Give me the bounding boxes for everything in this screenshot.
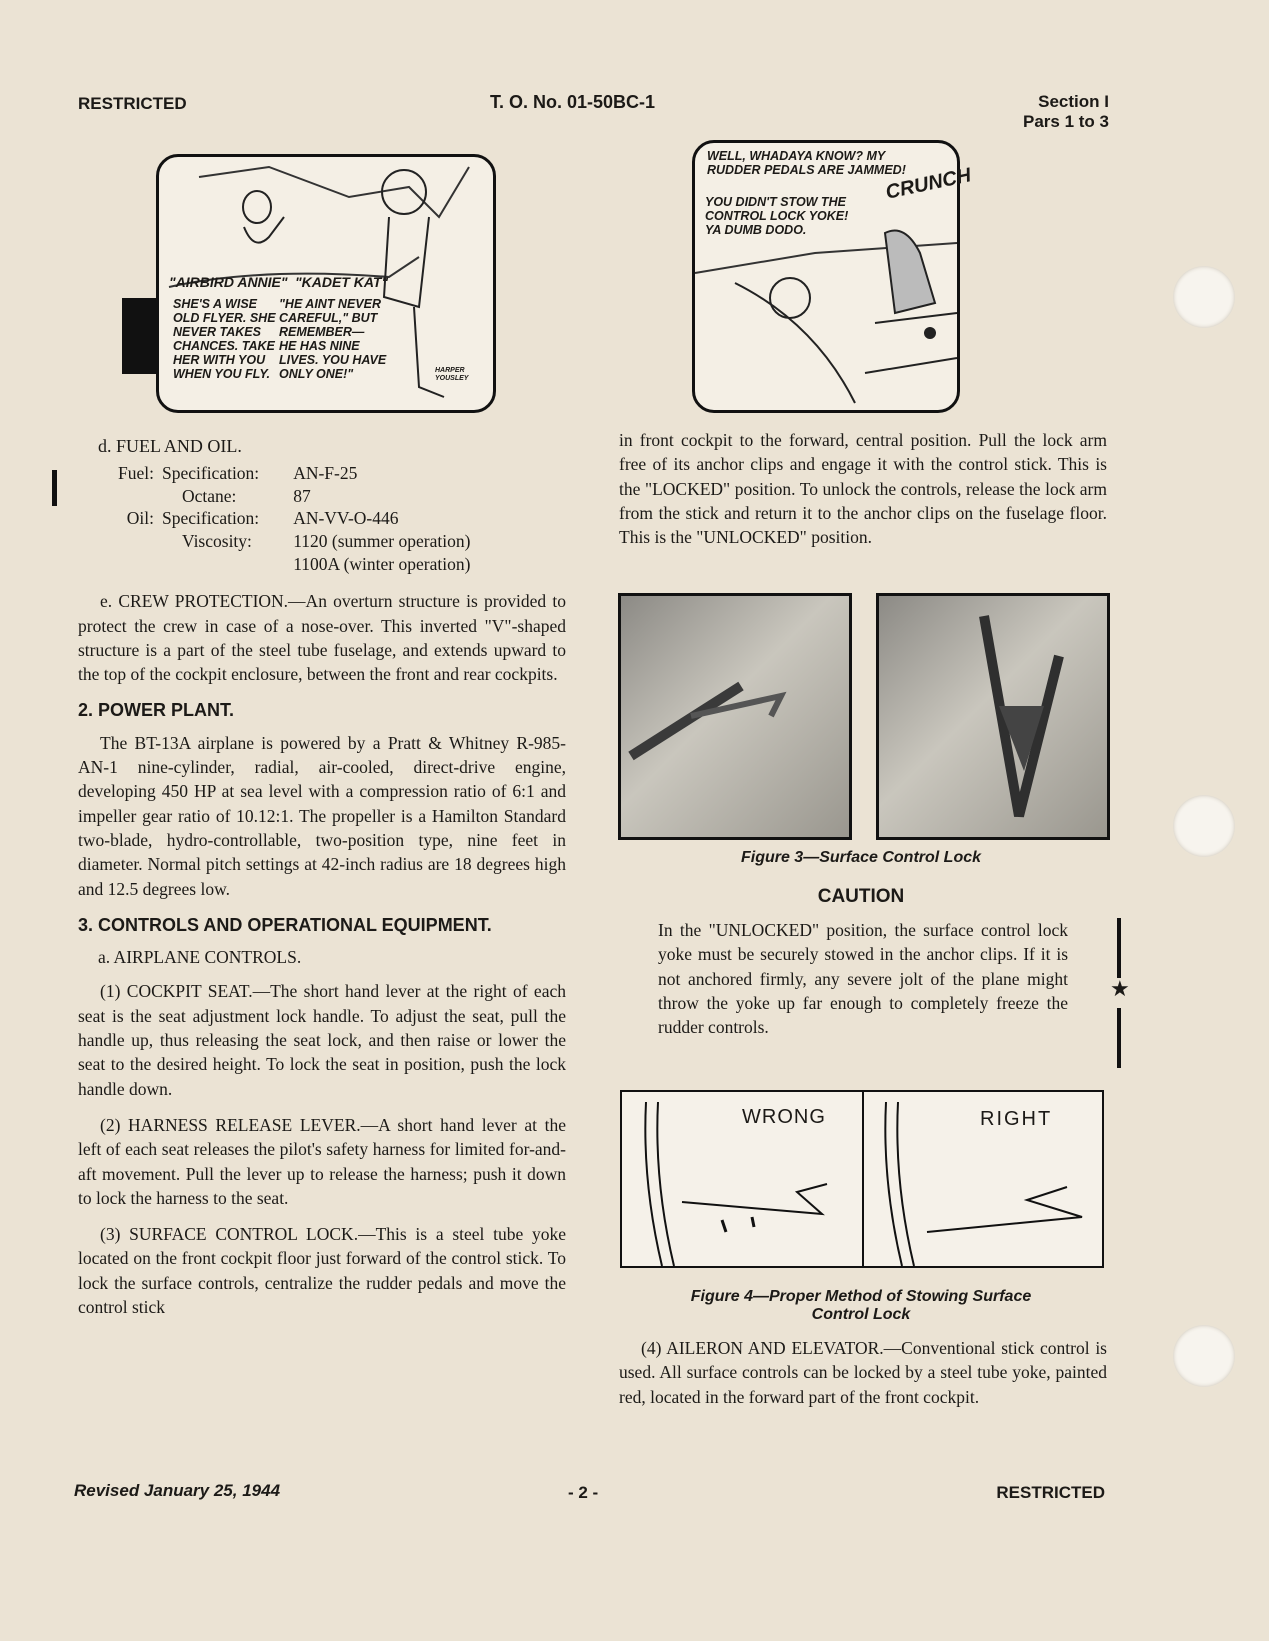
header-pars: Pars 1 to 3 [1023,112,1109,131]
speech-bubble-dodo: YOU DIDN'T STOW THE CONTROL LOCK YOKE! YA DUMB DODO. [705,195,849,237]
kat-text: "HE AINT NEVER CAREFUL," BUT REMEMBER— HE HAS NINE LIVES. YOU HAVE ONLY ONE!" [279,297,387,381]
header-to-number: T. O. No. 01-50BC-1 [490,92,656,112]
header-restricted: RESTRICTED [78,94,187,113]
caution-heading: CAUTION [817,886,905,907]
wrong-label: WRONG [742,1106,826,1128]
cartoon-airbird-annie [156,154,496,413]
lock-continuation-paragraph: in front cockpit to the forward, central position. Pull the lock arm free of its anchor clips and engage it with the control stick. This is the "LOCKED" position. To unlock the controls, release the lock arm from the stick and return it to the anchor clips on the fuselage floor. This is the "UNLOCKED" position. [619,430,1107,548]
photo-control-lock-stowed [618,593,852,840]
speech-bubble-jammed: WELL, WHADAYA KNOW? MY RUDDER PEDALS ARE JAMMED! [707,149,906,177]
figure-4-diagram [620,1090,1104,1268]
header-section: Section I [1038,92,1109,111]
photo-control-lock-v [876,593,1110,840]
table-row: 1100A (winter operation) [293,553,471,574]
footer-restricted: RESTRICTED [996,1483,1105,1502]
change-bar [1117,918,1121,978]
punch-hole [1173,266,1235,328]
footer-revised-date: Revised January 25, 1944 [74,1481,281,1500]
crew-protection-paragraph: e. CREW PROTECTION.—An overturn structure is provided to protect the crew in case of a nose-over. This inverted "V"-shaped structure is a part of the steel tube fuselage, and extends upward to the top of the cockpit enclosure, between the front and rear cockpits. [78,591,566,685]
power-plant-heading: 2. POWER PLANT. [78,700,235,721]
harness-release-paragraph: (2) HARNESS RELEASE LEVER.—A short hand lever at the left of each seat releases the pilot's safety harness for limited for-and-aft movement. Pull the lever up to release the harness; push it down to lock the harness to the seat. [78,1114,566,1208]
left-column [78,434,566,1319]
controls-heading: 3. CONTROLS AND OPERATIONAL EQUIPMENT. [78,914,492,935]
change-bar [52,470,57,506]
photo-drawing [879,596,1107,837]
table-row: Viscosity: 1120 (summer operation) [181,531,471,552]
fuel-oil-heading: d. FUEL AND OIL. [98,436,242,456]
figure-4-caption: Figure 4—Proper Method of Stowing Surface Control Lock [690,1288,1032,1323]
caution-box [658,918,1068,1039]
surface-control-lock-paragraph: (3) SURFACE CONTROL LOCK.—This is a steel tube yoke located on the front cockpit floor just forward of the control stick. To lock the surface controls, centralize the rudder pedals and move the control stick [78,1224,566,1317]
change-bar [1117,1008,1121,1068]
photo-drawing [621,596,849,837]
table-row: Fuel: Specification: AN-F-25 [118,463,358,484]
figure-3-caption: Figure 3—Surface Control Lock [740,849,982,866]
aileron-elevator-paragraph: (4) AILERON AND ELEVATOR.—Conventional stick control is used. All surface controls can be locked by a steel tube yoke, painted red, located in the forward part of the front cockpit. [619,1338,1107,1407]
footer-page-number: - 2 - [568,1483,599,1502]
star-icon: ★ [1110,976,1130,1001]
punch-hole [1173,1325,1235,1387]
cartoon-signature: HARPER YOUSLEY [435,367,469,382]
annie-text: SHE'S A WISE OLD FLYER. SHE NEVER TAKES CHANCES. TAKE HER WITH YOU WHEN YOU FLY. [173,297,276,381]
table-row: Octane: 87 [181,485,311,506]
crunch-sound: CRUNCH [883,164,974,204]
cockpit-seat-paragraph: (1) COCKPIT SEAT.—The short hand lever at the right of each seat is the seat adjustment lock handle. To adjust the seat, pull the handle up, thus releasing the seat lock, and then raise or lower the seat to the desired height. To lock the seat in position, push the lock handle down. [78,981,566,1099]
annie-name: "AIRBIRD ANNIE" [169,274,288,290]
stowing-drawing [622,1092,1102,1266]
punch-hole [1173,795,1235,857]
fuel-oil-spec-table [118,462,478,575]
right-label: RIGHT [980,1108,1053,1130]
right-column-text [619,428,1107,549]
caution-paragraph: In the "UNLOCKED" position, the surface control lock yoke must be securely stowed in the anchor clips. If it is not anchored firmly, any severe jolt of the plane might throw the yoke up far enough to completely freeze the rudder controls. [658,920,1068,1038]
right-column-bottom [619,1336,1107,1409]
power-plant-paragraph: The BT-13A airplane is powered by a Pratt & Whitney R-985-AN-1 nine-cylinder, radial, air-cooled, direct-drive engine, developing 450 HP at sea level with a compression ratio of 6:1 and impeller gear ratio of 10.12:1. The propeller is a Hamilton Standard two-blade, hydro-controllable, two-position type, nine feet in diameter. Normal pitch settings at 42-inch radius are 18 degrees high and 12.5 degrees low. [78,732,566,899]
airplane-controls-heading: a. AIRPLANE CONTROLS. [98,947,302,968]
kat-name: "KADET KAT" [295,274,389,290]
cartoon-crunch [692,140,974,413]
table-row: Oil: Specification: AN-VV-O-446 [126,508,399,529]
